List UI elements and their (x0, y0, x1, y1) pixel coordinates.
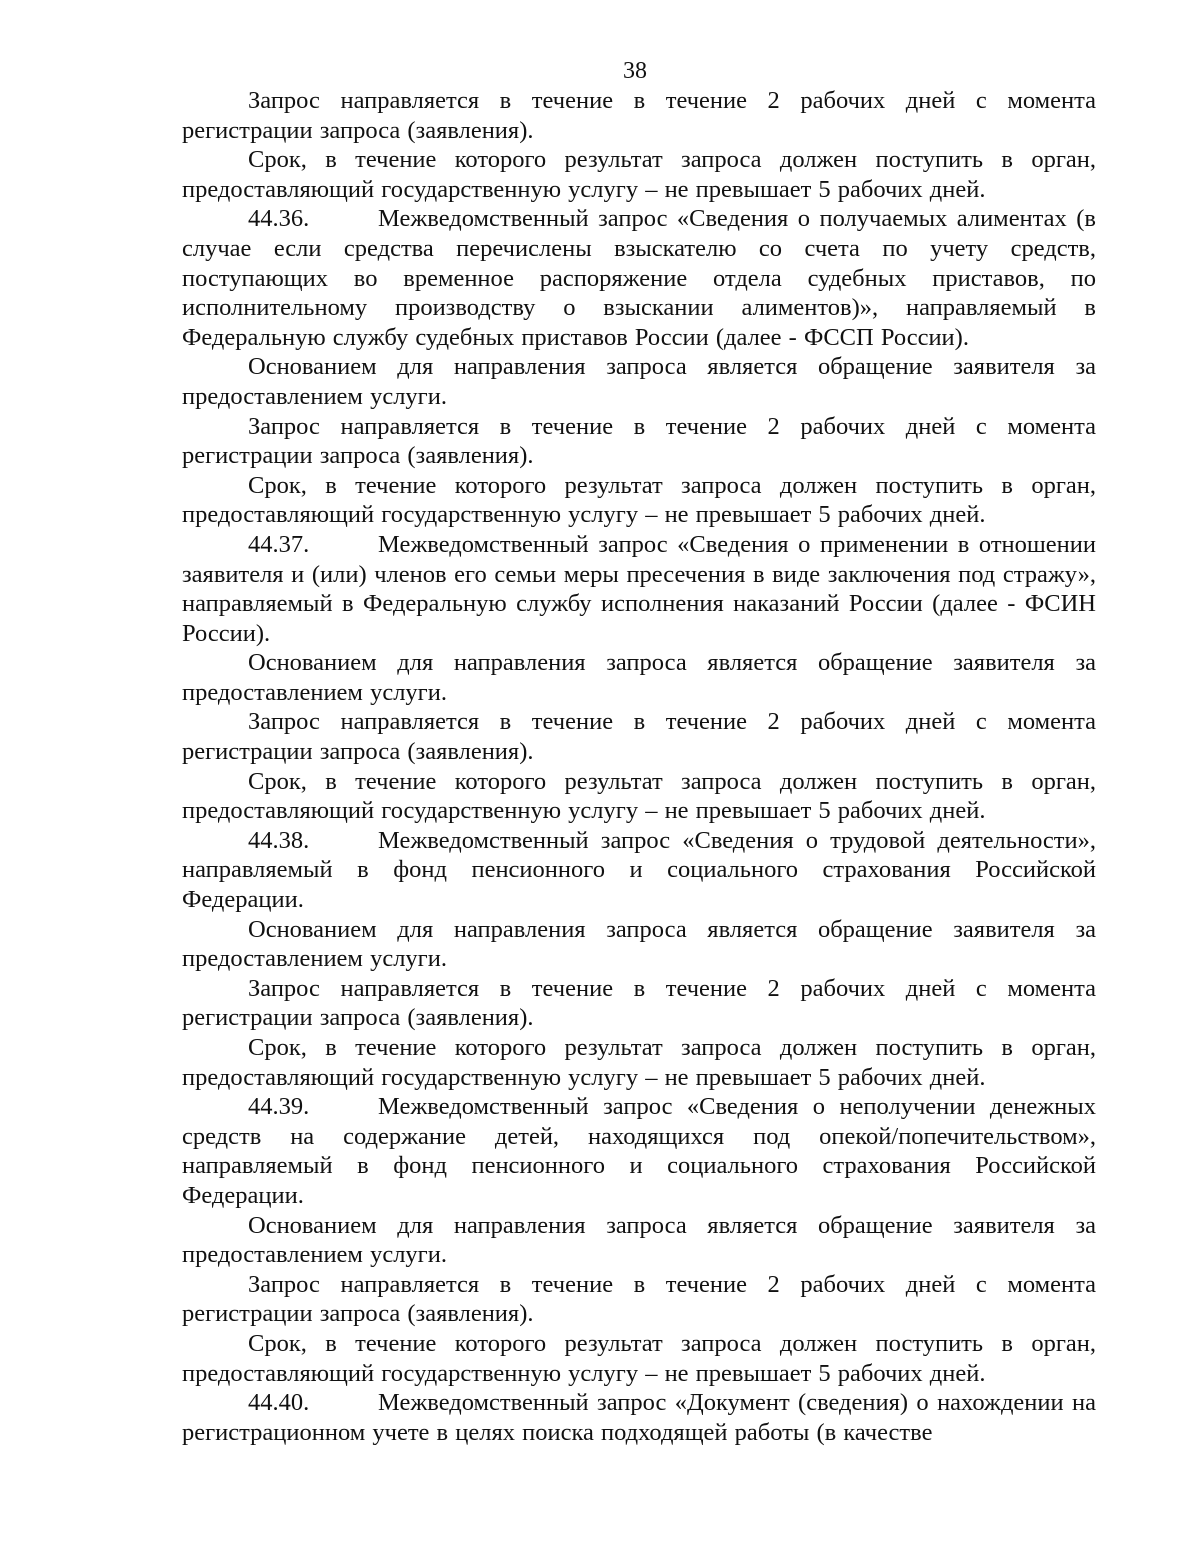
paragraph: Основанием для направления запроса является обращение заявителя за предоставлением услуги. (182, 1211, 1096, 1269)
paragraph: Запрос направляется в течение в течение 2 рабочих дней с момента регистрации запроса (заявления). (182, 1270, 1096, 1328)
paragraph: Срок, в течение которого результат запроса должен поступить в орган, предоставляющий государственную услугу – не превышает 5 рабочих дней. (182, 767, 1096, 825)
paragraph: Основанием для направления запроса является обращение заявителя за предоставлением услуги. (182, 353, 1096, 410)
paragraph: Запрос направляется в течение в течение 2 рабочих дней с момента регистрации запроса (заявления). (182, 974, 1096, 1032)
paragraph: Запрос направляется в течение в течение 2 рабочих дней с момента регистрации запроса (заявления). (182, 708, 1096, 766)
numbered-paragraph: 44.38. Межведомственный запрос «Сведения о трудовой деятельности», направляемый в фонд пенсионного и социального страхования Российской Федерации. (182, 826, 1096, 914)
item-number: 44.36. (248, 205, 310, 233)
paragraph: Запрос направляется в течение в течение 2 рабочих дней с момента регистрации запроса (заявления). (182, 87, 1096, 144)
item-number: 44.40. (248, 1389, 310, 1417)
document-body (182, 86, 1096, 1447)
page-number: 38 (623, 58, 647, 84)
item-number: 44.39. (248, 1093, 310, 1121)
numbered-paragraph: 44.36. Межведомственный запрос «Сведения о получаемых алиментах (в случае если средства перечислены взыскателю со счета по учету средств, поступающих во временное распоряжение отдела судебных приставов, по исполнительному производству о взыскании алиментов)», направляемый в Федеральную службу судебных приставов России (далее - ФССП России). (182, 205, 1096, 351)
paragraph: Срок, в течение которого результат запроса должен поступить в орган, предоставляющий государственную услугу – не превышает 5 рабочих дней. (182, 146, 1096, 203)
numbered-paragraph: 44.40. Межведомственный запрос «Документ (сведения) о нахождении на регистрационном учете в целях поиска подходящей работы (в качестве (182, 1389, 1096, 1446)
paragraph: Срок, в течение которого результат запроса должен поступить в орган, предоставляющий государственную услугу – не превышает 5 рабочих дней. (182, 1329, 1096, 1387)
paragraph: Запрос направляется в течение в течение 2 рабочих дней с момента регистрации запроса (заявления). (182, 412, 1096, 470)
paragraph: Срок, в течение которого результат запроса должен поступить в орган, предоставляющий государственную услугу – не превышает 5 рабочих дней. (182, 1034, 1096, 1091)
numbered-paragraph: 44.37. Межведомственный запрос «Сведения о применении в отношении заявителя и (или) членов его семьи меры пресечения в виде заключения под стражу», направляемый в Федеральную службу исполнения наказаний России (далее - ФСИН России). (182, 530, 1096, 647)
numbered-paragraph: 44.39. Межведомственный запрос «Сведения о неполучении денежных средств на содержание детей, находящихся под опекой/попечительством», направляемый в фонд пенсионного и социального страхования Российской Федерации. (182, 1093, 1096, 1209)
item-number: 44.37. (248, 530, 310, 558)
paragraph: Срок, в течение которого результат запроса должен поступить в орган, предоставляющий государственную услугу – не превышает 5 рабочих дней. (182, 471, 1096, 529)
paragraph: Основанием для направления запроса является обращение заявителя за предоставлением услуги. (182, 649, 1096, 706)
item-number: 44.38. (248, 826, 310, 854)
paragraph: Основанием для направления запроса является обращение заявителя за предоставлением услуги. (182, 915, 1096, 973)
